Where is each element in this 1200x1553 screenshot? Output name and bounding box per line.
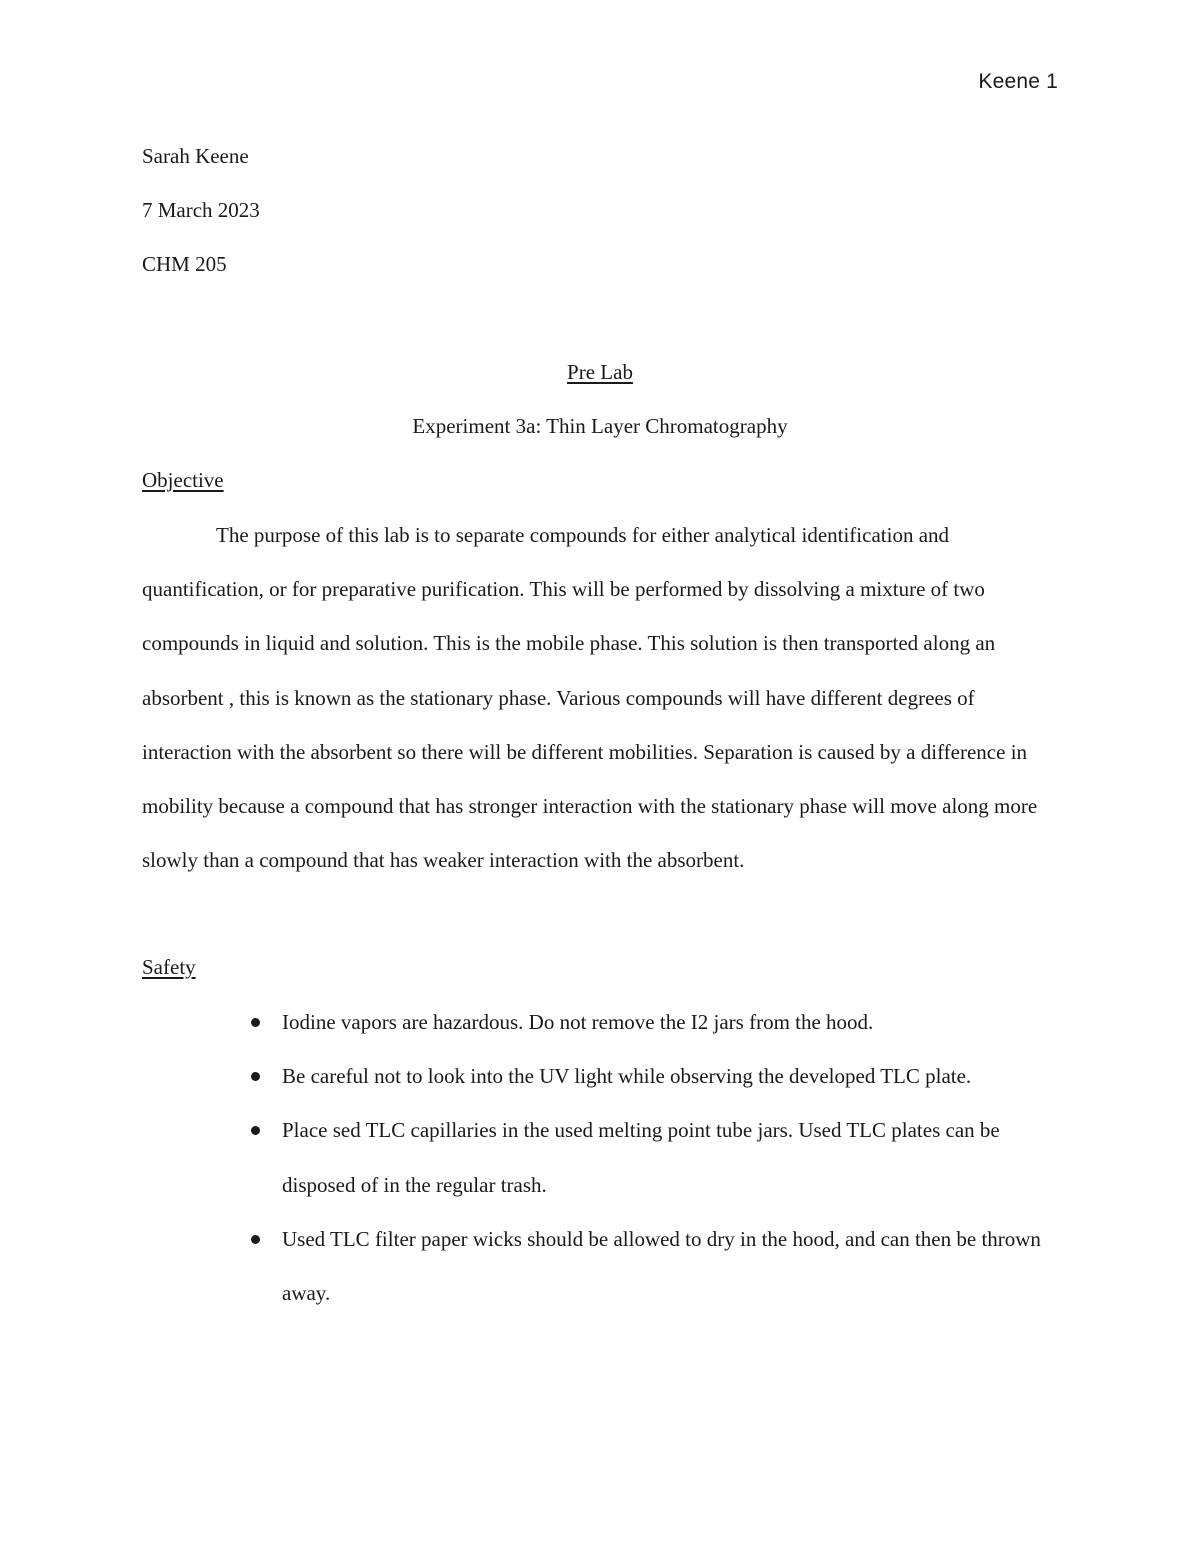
safety-item-text: Be careful not to look into the UV light while observing the developed TLC plate. xyxy=(282,1064,972,1089)
safety-item-text: Used TLC filter paper wicks should be allowed to dry in the hood, and can then be thrown away. xyxy=(282,1226,1041,1306)
bullet-icon xyxy=(251,1235,260,1244)
author-name: Sarah Keene xyxy=(142,144,249,168)
page-header-number: Keene 1 xyxy=(978,70,1058,93)
safety-item-text: Place sed TLC capillaries in the used melting point tube jars. Used TLC plates can be disposed of in the regular trash. xyxy=(282,1118,1000,1197)
objective-heading xyxy=(142,453,224,507)
bullet-icon xyxy=(251,1018,260,1027)
bullet-icon xyxy=(251,1072,260,1081)
safety-heading xyxy=(142,940,196,994)
objective-heading-text: Objective xyxy=(142,468,224,492)
document-title xyxy=(0,345,1200,399)
course-code: CHM 205 xyxy=(142,252,227,276)
safety-list-item xyxy=(142,1049,1062,1103)
document-title-text: Pre Lab xyxy=(567,360,633,384)
safety-list-item xyxy=(142,1103,1062,1211)
safety-list-item xyxy=(142,995,1062,1049)
bullet-icon xyxy=(251,1126,260,1135)
safety-list xyxy=(142,995,1062,1320)
document-subtitle: Experiment 3a: Thin Layer Chromatography xyxy=(412,414,788,438)
safety-heading-text: Safety xyxy=(142,955,196,979)
objective-paragraph xyxy=(142,508,1062,887)
document-date: 7 March 2023 xyxy=(142,198,260,222)
objective-body-text: The purpose of this lab is to separate compounds for either analytical identification and quantification, or for preparative purification. This will be performed by dissolving a mixture of two compounds in liquid and solution. This is the mobile phase. This solution is then transported along an absorbent , this is known as the stationary phase. Various compounds will have different degrees of interaction with the absorbent so there will be different mobilities. Separation is caused by a difference in mobility because a compound that has stronger interaction with the stationary phase will move along more slowly than a compound that has weaker interaction with the absorbent. xyxy=(142,523,1038,873)
safety-list-item xyxy=(142,1212,1062,1320)
safety-item-text: Iodine vapors are hazardous. Do not remove the I2 jars from the hood. xyxy=(282,1010,874,1034)
